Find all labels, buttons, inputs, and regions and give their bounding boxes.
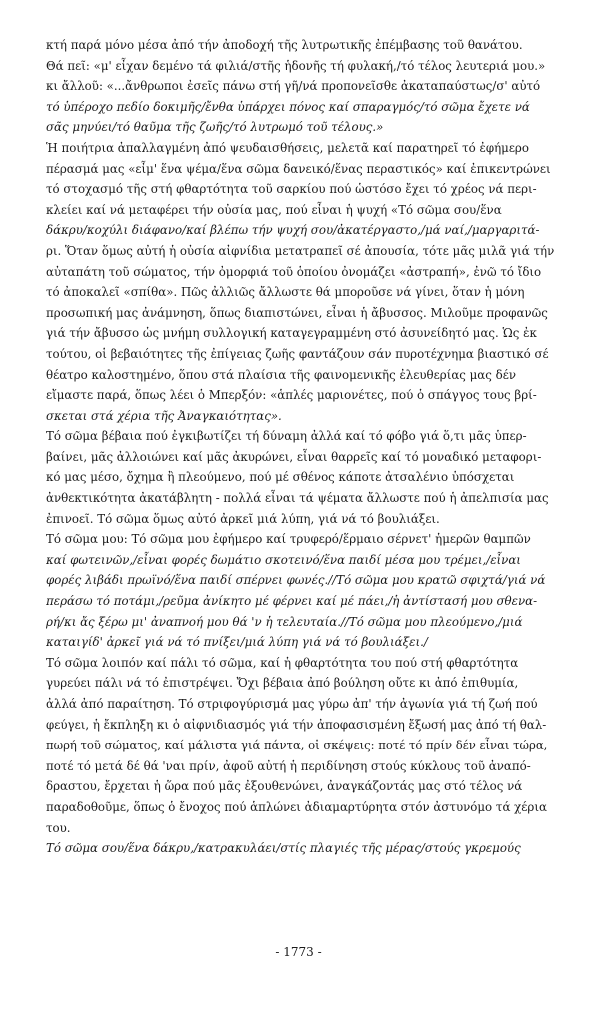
text-line: περάσω τό ποτάμι,/ρεῦμα ἀνίκητο μέ φέρνει καί μέ πάει,/ἡ ἀντίστασή μου σθενα-	[46, 594, 538, 609]
text-line: φεύγει, ἡ ἔκπληξη κι ὁ αἰφνιδιασμός γιά τήν ἀποφασισμένη ἔξωσή μας ἀπό τή θαλ-	[46, 717, 547, 732]
text-line: καί φωτεινῶν,/εἶναι φορές δωμάτιο σκοτεινό/ἕνα παιδί μέσα μου τρέμει,/εἶναι	[46, 552, 521, 567]
text-line: σκεται στά χέρια τῆς Ἀναγκαιότητας».	[46, 408, 282, 423]
text-line: παραδοθοῦμε, ὅπως ὁ ἔνοχος πού ἁπλώνει ἀδιαμαρτύρητα στόν ἀστυνόμο τά χέρια	[46, 799, 547, 814]
text-line: του.	[46, 820, 71, 835]
text-line: φορές λιβάδι πρωϊνό/ἕνα παιδί σπέρνει φωνές.//Τό σῶμα μου κρατῶ σφιχτά/γιά νά	[46, 573, 546, 588]
text-line: τό ὑπέροχο πεδίο δοκιμῆς/ἔνθα ὑπάρχει πόνος καί σπαραγμός/τό σῶμα ἔχετε νά	[46, 99, 530, 114]
text-line: Ἡ ποιήτρια ἀπαλλαγμένη ἀπό ψευδαισθήσεις, μελετᾶ καί παρατηρεῖ τό ἐφήμερο	[46, 140, 529, 155]
text-line: δραστου, ἔρχεται ἡ ὥρα πού μᾶς ἐξουθενώνει, ἀναγκάζοντάς μας στό τέλος νά	[46, 779, 523, 794]
text-line: Τό σῶμα λοιπόν καί πάλι τό σῶμα, καί ἡ φθαρτότητα του πού στή φθαρτότητα	[46, 655, 519, 670]
text-line: ἐπινοεῖ. Τό σῶμα ὅμως αὐτό ἀρκεῖ μιά λύπη, γιά νά τό βουλιάξει.	[46, 511, 440, 526]
text-line: τό ἀποκαλεῖ «σπίθα». Πῶς ἀλλιῶς ἄλλωστε θά μποροῦσε νά γίνει, ὅταν ἡ μόνη	[46, 285, 525, 300]
text-line: ἀλλά ἀπό παραίτηση. Τό στριφογύρισμά μας γύρω ἀπ' τήν ἀγωνία γιά τή ζωή πού	[46, 697, 538, 711]
text-line: κό μας μέσο, ὄχημα ἢ πλεούμενο, πού μέ σθένος κάποτε ἀτσαλένιο ὑπόσχεται	[46, 470, 515, 485]
text-line: γυρεύει πάλι νά τό ἐπιστρέψει. Ὄχι βέβαια ἀπό βούληση οὔτε κι ἀπό ἐπιθυμία,	[46, 676, 519, 691]
text-line: προσωπική μας ἀνάμνηση, ὅπως διαπιστώνει, εἶναι ἡ ἄβυσσος. Μιλοῦμε προφανῶς	[46, 305, 548, 320]
document-body	[46, 35, 554, 859]
text-line: Τό σῶμα μου: Τό σῶμα μου ἐφήμερο καί τρυφερό/ἕρμαιο σέρνετ' ἡμερῶν θαμπῶν	[46, 532, 531, 547]
text-line: γιά τήν ἄβυσσο ὡς μνήμη συλλογική καταγεγραμμένη στό ἀσυνείδητό μας. Ὡς ἐκ	[46, 326, 537, 341]
text-line: ἀνθεκτικότητα ἀκατάβλητη - πολλά εἶναι τά ψέματα ἄλλωστε πού ἡ ἀπελπισία μας	[46, 491, 549, 506]
text-line: πωρή τοῦ σώματος, καί μάλιστα γιά πάντα, οἱ σκέψεις: ποτέ τό πρίν δέν εἶναι τώρα,	[46, 738, 548, 753]
text-line: κτή παρά μόνο μέσα ἀπό τήν ἀποδοχή τῆς λυτρωτικῆς ἐπέμβασης τοῦ θανάτου.	[46, 38, 523, 52]
text-line: Τό σῶμα σου/ἕνα δάκρυ,/κατρακυλάει/στίς πλαγιές τῆς μέρας/στούς γκρεμούς	[46, 841, 521, 856]
text-line: βαίνει, μᾶς ἀλλοιώνει καί μᾶς ἀκυρώνει, εἶναι θαρρεῖς καί τό μοναδικό μεταφορι-	[46, 449, 542, 464]
text-line: αὐταπάτη τοῦ σώματος, τήν ὀμορφιά τοῦ ὁποίου ὀνομάζει «ἀστραπή», ἐνῶ τό ἴδιο	[46, 264, 542, 279]
text-line: Τό σῶμα βέβαια πού ἐγκιβωτίζει τή δύναμη ἀλλά καί τό φόβο γιά ὅ,τι μᾶς ὑπερ-	[46, 429, 527, 444]
text-line: τό στοχασμό τῆς στή φθαρτότητα τοῦ σαρκίου πού ὡστόσο ἔχει τό χρέος νά περι-	[46, 182, 537, 197]
text-line: τούτου, οἱ βεβαιότητες τῆς ἐπίγειας ζωῆς φαντάζουν σάν πυροτέχνημα βιαστικό σέ	[46, 346, 549, 361]
text-line: ρή/κι ἄς ξέρω μι' ἀναπνοή μου θά 'ν ἡ τελευταία.//Τό σῶμα μου πλεούμενο,/μιά	[46, 614, 523, 629]
text-line: δάκρυ/κοχύλι διάφανο/καί βλέπω τήν ψυχή σου/ἀκατέργαστο,/μά ναί,/μαργαριτά-	[46, 223, 540, 238]
text-line: καταιγίδ' ἀρκεῖ γιά νά τό πνίξει/μιά λύπη γιά νά τό βουλιάξει./	[46, 635, 428, 650]
text-line: ποτέ τό μετά δέ θά 'ναι πρίν, ἀφοῦ αὐτή ἡ περιδίνηση στούς κύκλους τοῦ ἀναπό-	[46, 758, 531, 773]
text-line: κλείει καί νά μεταφέρει τήν οὐσία μας, πού εἶναι ἡ ψυχή «Τό σῶμα σου/ἕνα	[46, 202, 502, 217]
page-number: - 1773 -	[275, 945, 322, 959]
text-line: πέρασμά μας «εἶμ' ἕνα ψέμα/ἕνα σῶμα δανεικό/ἕνας περαστικός» καί ἐπικεντρώνει	[46, 161, 551, 176]
text-line: Θά πεῖ: «μ' εἶχαν δεμένο τά φιλιά/στῆς ἡδονῆς τή φυλακή,/τό τέλος λευτεριά μου.»	[46, 58, 546, 73]
text-line: θέατρο καλοστημένο, ὅπου στά πλαίσια τῆς φαινομενικῆς ἐλευθερίας μας δέν	[46, 367, 517, 382]
text-line: ρι. Ὅταν ὅμως αὐτή ἡ οὐσία αἰφνίδια μετατραπεῖ σέ ἀπουσία, τότε μᾶς μιλᾶ γιά τήν	[46, 243, 554, 258]
text-line: εἴμαστε παρά, ὅπως λέει ὁ Μπερξόν: «ἁπλές μαριονέτες, πού ὁ σπάγγος τους βρί-	[46, 388, 537, 403]
text-line: σᾶς μηνύει/τό θαῦμα τῆς ζωῆς/τό λυτρωμό τοῦ τέλους.»	[46, 120, 384, 135]
text-line: κι ἄλλοῦ: «...ἄνθρωποι ἐσεῖς πάνω στή γῆ/νά προπονεῖσθε ἀκαταπαύστως/σ' αὐτό	[46, 79, 541, 94]
